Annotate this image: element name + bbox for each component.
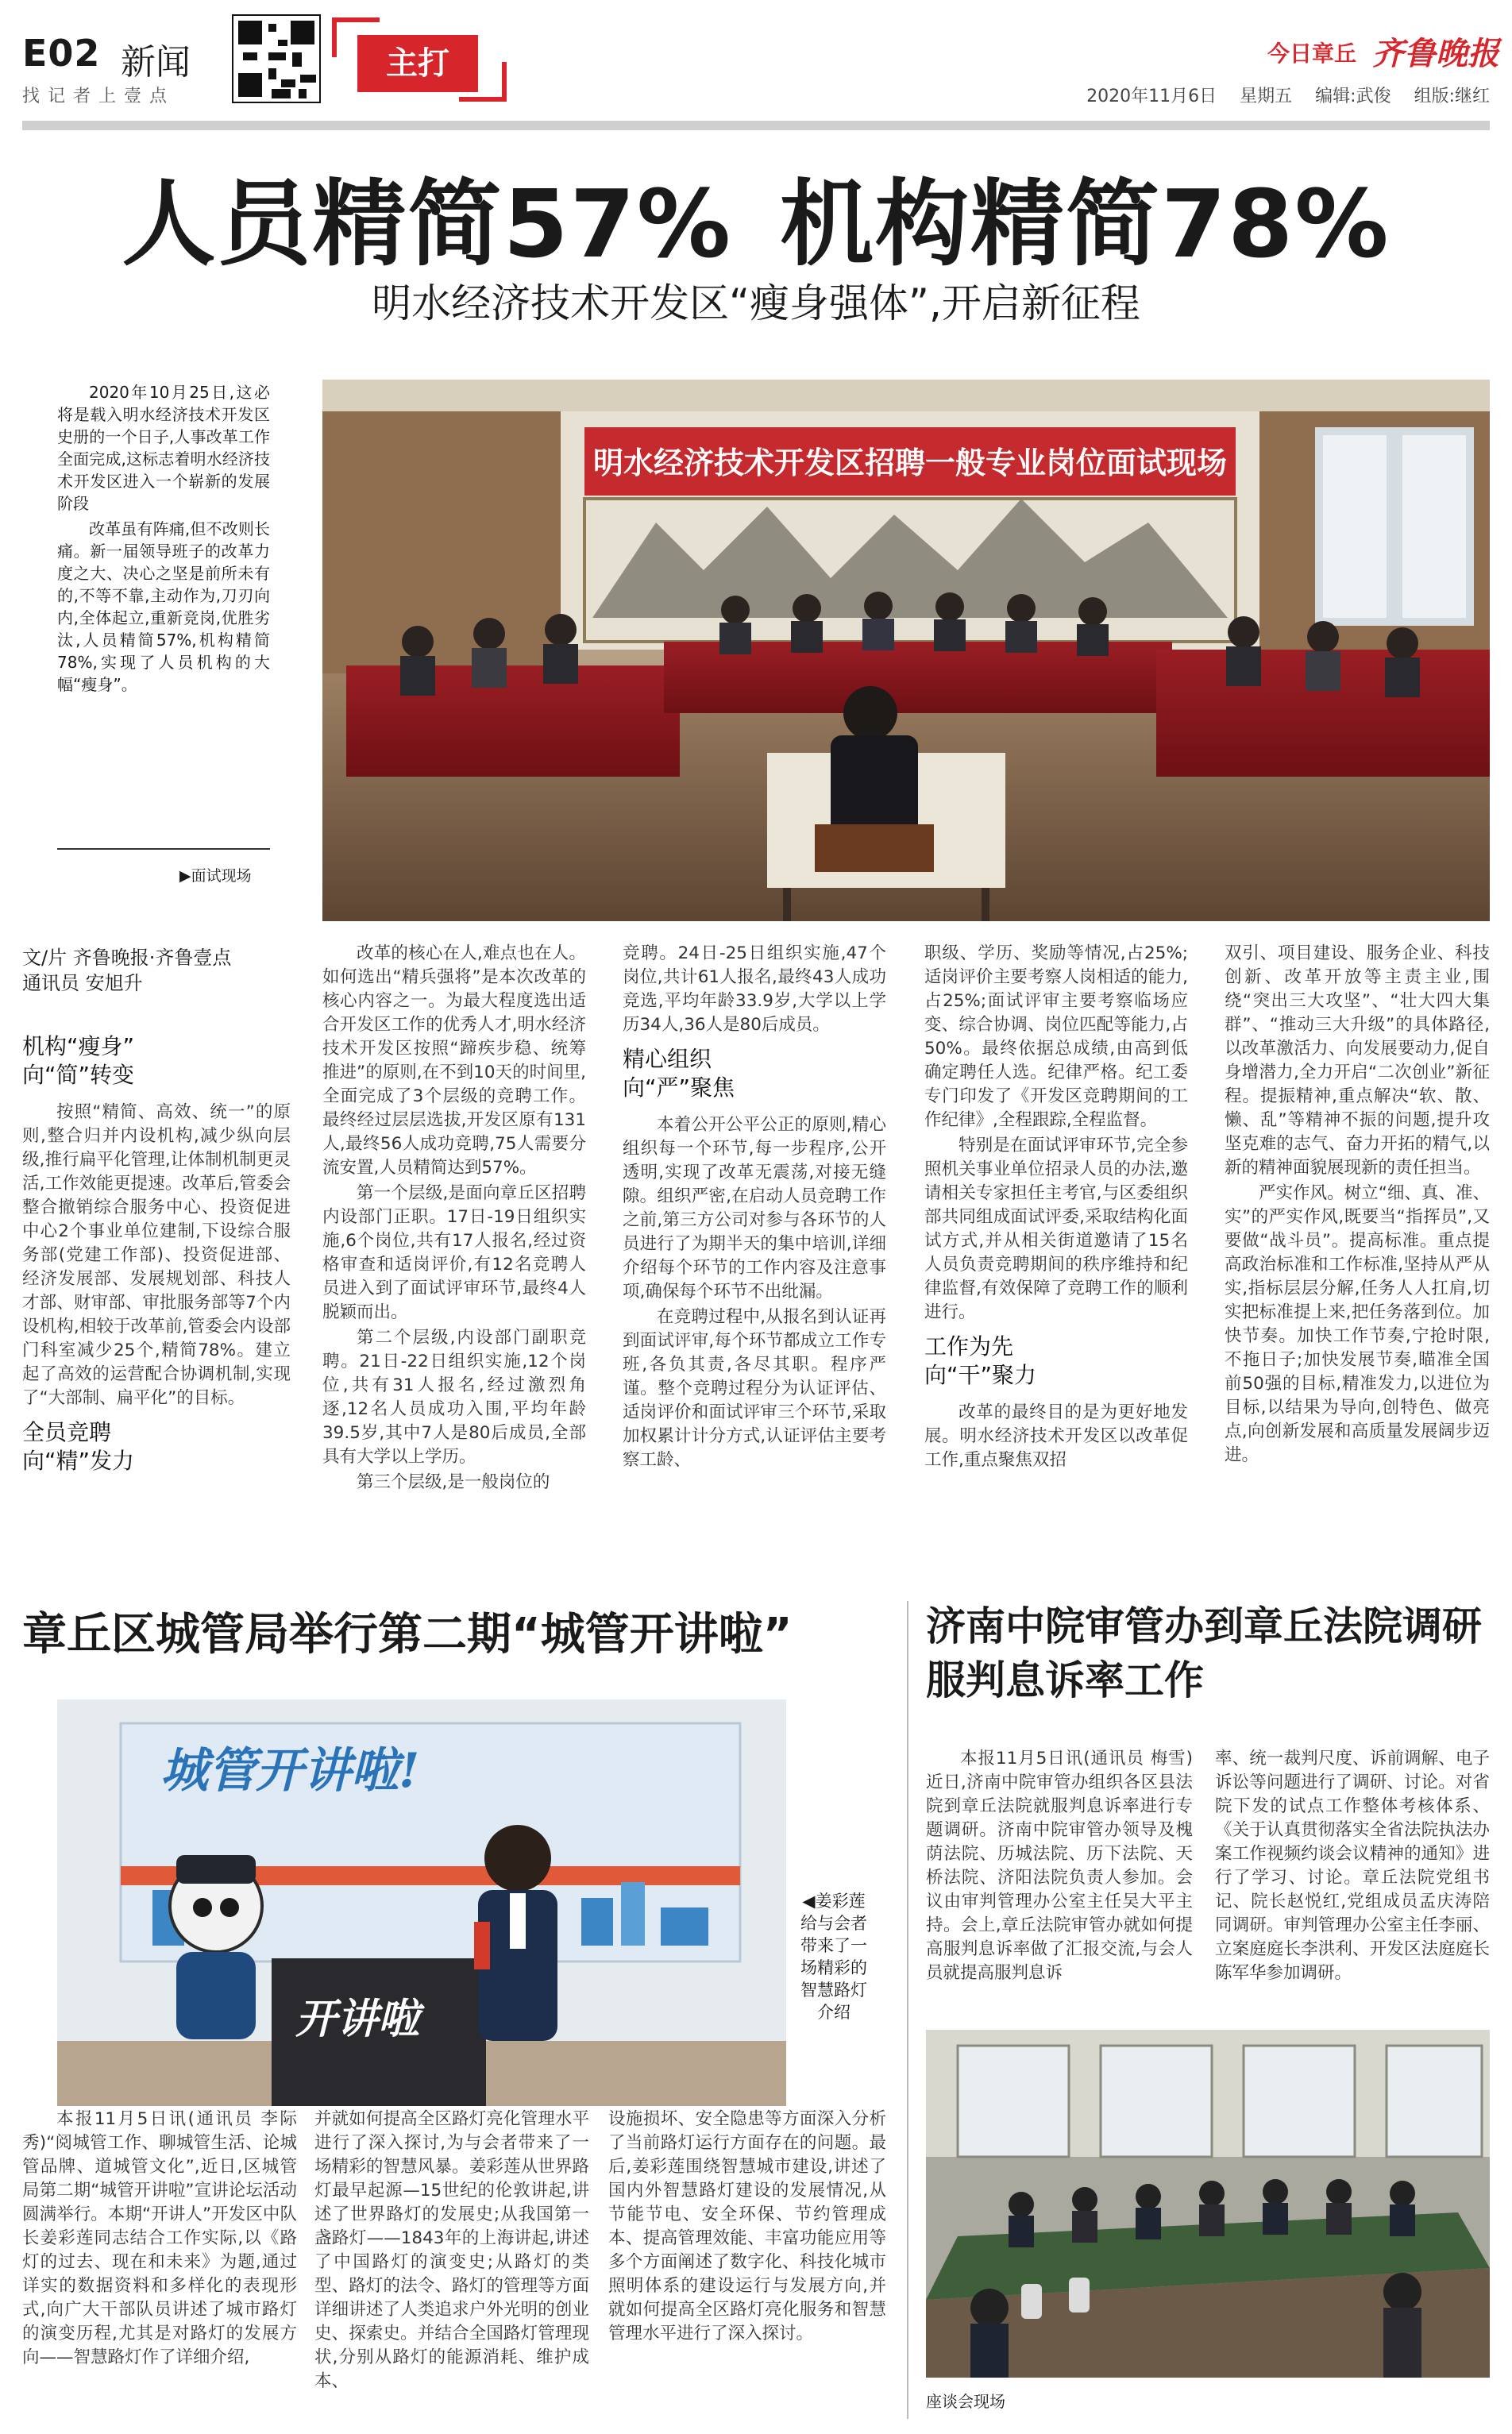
article-intro — [57, 381, 270, 699]
byline-author: 文/片 齐鲁晚报·齐鲁壹点 — [22, 947, 232, 969]
article2-headline: 章丘区城管局举行第二期“城管开讲啦” — [22, 1609, 793, 1661]
article-column — [608, 2108, 886, 2347]
section-subhead: 全员竞聘 向“精”发力 — [22, 1419, 135, 1474]
paragraph: 严实作风。树立“细、真、准、实”的严实作风,既要当“指挥员”,又要做“战斗员”。提高标准。重点提高政治标准和工作标准,坚持从严从实,指标层层分解,任务人人扛肩,切实把标准提上来,把任务落到位。加快节奏。加快工作节奏,宁抢时限,不拖日子;加快发展节奏,瞄准全国前50强的目标,精准发力,以进位为目标,以结果为导向,创特色、做亮点,向创新发展和高质量发展阔步迈进。 — [1225, 1183, 1490, 1465]
paragraph: 改革的最终目的是为更好地发展。明水经济技术开发区以改革促工作,重点聚焦双招 — [924, 1402, 1188, 1470]
paragraph: 双引、项目建设、服务企业、科技创新、改革开放等主责主业,围绕“突出三大攻坚”、“壮大四大集群”、“推动三大升级”的具体路径,以改革激活力、向发展要动力,促自身增潜力,全力开启“二次创业”新征程。提振精神,重点解决“软、散、懒、乱”等精神不振的问题,提升攻坚克难的志气、奋力开拓的精气,以新的精神面貌展现新的责任担当。 — [1225, 943, 1490, 1178]
header-divider — [22, 121, 1490, 130]
column-divider — [907, 1601, 908, 2419]
dateline — [1069, 83, 1490, 107]
paragraph: 第二个层级,内设部门副职竞聘。21日-22日组织实施,12个岗位,共有31人报名,经过激烈角逐,12名人员成功入围,平均年龄39.5岁,其中7人是80后成员,全部具有大学以上学历。 — [322, 1328, 586, 1467]
photo-caption: 座谈会现场 — [926, 2392, 1005, 2411]
article-column — [1215, 1747, 1490, 1987]
paragraph: 竞聘。24日-25日组织实施,47个岗位,共计61人报名,最终43人成功竞选,平均年龄33.9岁,大学以上学历34人,36人是80后成员。 — [623, 943, 886, 1035]
intro-divider — [57, 848, 270, 850]
paragraph: 第一个层级,是面向章丘区招聘内设部门正职。17日-19日组织实施,6个岗位,共有17人报名,经过资格审查和适岗评价,有12名竞聘人员进入到了面试评审环节,最终4人脱颖而出。 — [322, 1183, 586, 1322]
subheadline: 明水经济技术开发区“瘦身强体”,开启新征程 — [372, 280, 1140, 326]
intro-paragraph: 改革虽有阵痛,但不改则长痛。新一届领导班子的改革力度之大、决心之坚是前所未有的,不等不靠,主动作为,刀刃向内,全体起立,重新竞岗,优胜劣汰,人员精简57%,机构精简78%,实现了人员机构的大幅“瘦身”。 — [57, 519, 270, 694]
paragraph: 本报11月5日讯(通讯员 梅雪)近日,济南中院审管办组织各区县法院到章丘法院就服判息诉率进行专题调研。济南中院审管办领导及槐荫法院、历城法院、历下法院、天桥法院、济阳法院负责人参加。会议由审判管理办公室主任吴大平主持。会上,章丘法院审管办就如何提高服判息诉率做了汇报交流,与会人员就提高服判息诉 — [926, 1749, 1193, 1983]
paragraph: 改革的核心在人,难点也在人。如何选出“精兵强将”是本次改革的核心内容之一。为最大程度选出适合开发区工作的优秀人才,明水经济技术开发区按照“蹄疾步稳、统筹推进”的原则,在不到10天的时间里,全面完成了3个层级的竞聘工作。最终经过层层选拔,开发区原有131人,最终56人成功竞聘,75人需要分流安置,人员精简达到57%。 — [322, 943, 586, 1178]
tag-frame-corner — [502, 62, 507, 102]
section-subhead: 机构“瘦身” 向“简”转变 — [22, 1033, 135, 1088]
paragraph: 在竞聘过程中,从报名到认证再到面试评审,每个环节都成立工作专班,各负其责,各尽其职。程序严谨。整个竞聘过程分为认证评估、适岗评价和面试评审三个环节,采取加权累计计分方式,认证评估主要考察工龄、 — [623, 1307, 886, 1470]
newspaper-logo: 齐鲁晚报 — [1372, 35, 1499, 72]
paragraph: 按照“精简、高效、统一”的原则,整合归并内设机构,减少纵向层级,推行扁平化管理,让体制机制更灵活,工作效能更提速。改革后,管委会整合撤销综合服务中心、投资促进中心2个事业单位建制,下设综合服务部(党建工作部)、投资促进部、经济发展部、发展规划部、科技人才部、财审部、审批服务部等7个内设机构,相较于改革前,管委会内设部门科室减少25个,精简78%。建立起了高效的运营配合协调机制,实现了“大部制、扁平化”的目标。 — [22, 1102, 291, 1408]
paragraph: 并就如何提高全区路灯亮化管理水平进行了深入探讨,为与会者带来了一场精彩的智慧风暴。姜彩莲从世界路灯最早起源—15世纪的伦敦讲起,讲述了世界路灯的发展史;从我国第一盏路灯——1843年的上海讲起,讲述了中国路灯的演变史;从路灯的类型、路灯的法令、路灯的管理等方面详细讲述了人类追求户外光明的创业史、探索史。并结合全国路灯管理现状,分别从路灯的能源消耗、维护成本、 — [314, 2109, 589, 2391]
photo-caption: ▶面试现场 — [179, 867, 252, 885]
tag-frame-corner — [332, 17, 380, 22]
intro-paragraph: 2020年10月25日,这必将是载入明水经济技术开发区史册的一个日子,人事改革工作全面完成,这标志着明水经济技术开发区进入一个崭新的发展阶段 — [57, 383, 270, 513]
section-subhead: 精心组织 向“严”聚焦 — [623, 1046, 735, 1101]
qr-code-icon[interactable] — [232, 14, 321, 103]
paragraph: 本着公开公平公正的原则,精心组织每一个环节,每一步程序,公开透明,实现了改革无震荡,对接无缝隙。组织严密,在启动人员竞聘工作之前,第三方公司对参与各环节的人员进行了为期半天的集中培训,详细介绍每个环节的工作内容及注意事项,确保每个环节不出纰漏。 — [623, 1115, 886, 1302]
article-column — [322, 942, 586, 1496]
section-tag: 主打 — [357, 35, 478, 92]
paragraph: 设施损坏、安全隐患等方面深入分析了当前路灯运行方面存在的问题。最后,姜彩莲围绕智慧城市建设,讲述了国内外智慧路灯建设的发展情况,从节能节电、安全环保、节约管理成本、提高管理效能、丰富功能应用等多个方面阐述了数字化、科技化城市照明体系的建设运行与发展方向,并就如何提高全区路灯亮化服务和智慧管理水平进行了深入探讨。 — [608, 2109, 886, 2343]
headline-part-a: 人员精简57% — [122, 169, 732, 279]
tag-frame-corner — [459, 97, 507, 102]
paragraph: 特别是在面试评审环节,完全参照机关事业单位招录人员的办法,邀请相关专家担任主考官,与区委组织部共同组成面试评委,采取结构化面试方式,并从相关街道邀请了15名人员负责竞聘期间的秩序维持和纪律监督,有效保障了竞聘工作的顺利进行。 — [924, 1136, 1188, 1322]
paragraph: 本报11月5日讯(通讯员 李际秀)“阅城管工作、聊城管生活、论城管品牌、道城管文化”,近日,区城管局第二期“城管开讲啦”宣讲论坛活动圆满举行。本期“开讲人”开发区中队长姜彩莲同志结合工作实际,以《路灯的过去、现在和未来》为题,通过详实的数据资料和多样化的表现形式,向广大干部队员讲述了城市路灯的演变历程,尤其是对路灯的发展方向——智慧路灯作了详细介绍, — [22, 2109, 297, 2367]
slogan: 找记者上壹点 — [22, 87, 176, 106]
article3-headline: 济南中院审管办到章丘法院调研服判息诉率工作 — [926, 1603, 1482, 1703]
page-code: E02 — [22, 32, 101, 75]
photo-caption: ◀姜彩莲给与会者带来了一场精彩的智慧路灯介绍 — [800, 1892, 867, 2022]
article-column — [1225, 942, 1490, 1469]
section-name: 新闻 — [121, 42, 191, 83]
editor: 编辑:武俊 — [1315, 87, 1391, 106]
headline-part-b: 机构精简78% — [780, 169, 1390, 279]
date: 2020年11月6日 — [1086, 87, 1217, 106]
weekday: 星期五 — [1240, 87, 1293, 106]
article-column — [22, 1024, 291, 1487]
paragraph: 率、统一裁判尺度、诉前调解、电子诉讼等问题进行了调研、讨论。对省院下发的试点工作整体考核体系、《关于认真贯彻落实全省法院执法办案工作视频约谈会议精神的通知》进行了学习、讨论。章丘法院党组书记、院长赵悦红,党组成员孟庆涛陪同调研。审判管理办公室主任李丽、立案庭庭长李洪利、开发区法庭庭长陈军华参加调研。 — [1215, 1749, 1490, 1983]
main-headline — [0, 168, 1512, 280]
article-column — [924, 942, 1188, 1474]
byline — [22, 945, 231, 996]
lecture-photo — [57, 1699, 786, 2106]
tag-frame-corner — [332, 17, 337, 57]
podium-text: 开讲啦 — [295, 1996, 420, 2043]
byline-correspondent: 通讯员 安旭升 — [22, 972, 143, 994]
today-label: 今日章丘 — [1267, 41, 1357, 67]
section-subhead: 工作为先 向“干”聚力 — [924, 1333, 1037, 1388]
article-column — [22, 2108, 297, 2371]
paragraph: 职级、学历、奖励等情况,占25%;适岗评价主要考察人岗相适的能力,占25%;面试评审主要考察临场应变、综合协调、岗位匹配等能力,占50%。最终依据总成绩,由高到低确定聘任人选。纪律严格。纪工委专门印发了《开发区竞聘期间的工作纪律》,全程跟踪,全程监督。 — [924, 943, 1188, 1130]
photo-banner: 明水经济技术开发区招聘一般专业岗位面试现场 — [592, 446, 1228, 480]
meeting-photo — [926, 2030, 1490, 2378]
interview-photo — [322, 380, 1490, 921]
article-column — [314, 2108, 589, 2395]
banner-text: 城管开讲啦! — [160, 1743, 420, 1799]
article-column — [623, 942, 886, 1474]
paragraph: 第三个层级,是一般岗位的 — [357, 1472, 550, 1492]
article-column — [926, 1747, 1193, 1987]
layout-editor: 组版:继红 — [1414, 87, 1490, 106]
